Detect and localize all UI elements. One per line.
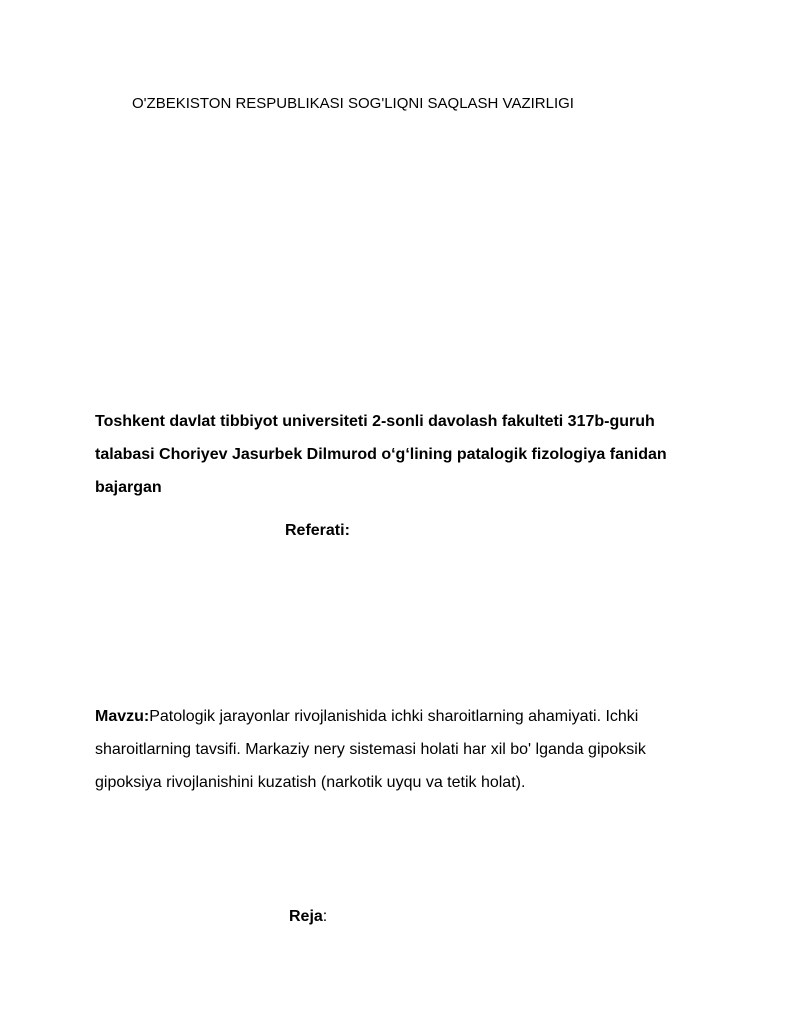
topic-line-3: gipoksiya rivojlanishini kuzatish (narkotik uyqu va tetik holat). xyxy=(95,774,526,791)
topic-line-2: sharoitlarning tavsifi. Markaziy nery sistemasi holati har xil bo' lganda gipoksik xyxy=(95,741,646,758)
intro-line-1: Toshkent davlat tibbiyot universiteti 2-sonli davolash fakulteti 317b-guruh xyxy=(95,413,655,430)
topic-paragraph xyxy=(95,700,715,799)
plan-colon: : xyxy=(322,908,328,925)
referat-title: Referati: xyxy=(285,522,350,539)
topic-label: Mavzu: xyxy=(95,708,150,725)
topic-line-1 xyxy=(95,700,715,733)
student-intro-paragraph xyxy=(95,405,695,504)
intro-line-3: bajargan xyxy=(95,479,162,496)
ministry-header: O'ZBEKISTON RESPUBLIKASI SOG'LIQNI SAQLASH VAZIRLIGI xyxy=(132,95,574,112)
plan-heading xyxy=(289,908,327,926)
intro-line-2: talabasi Choriyev Jasurbek Dilmurod o‘g‘lining patalogik fizologiya fanidan xyxy=(95,446,667,463)
topic-line-1-text: Patologik jarayonlar rivojlanishida ichki sharoitlarning ahamiyati. Ichki xyxy=(149,708,639,725)
plan-label: Reja xyxy=(289,908,323,925)
